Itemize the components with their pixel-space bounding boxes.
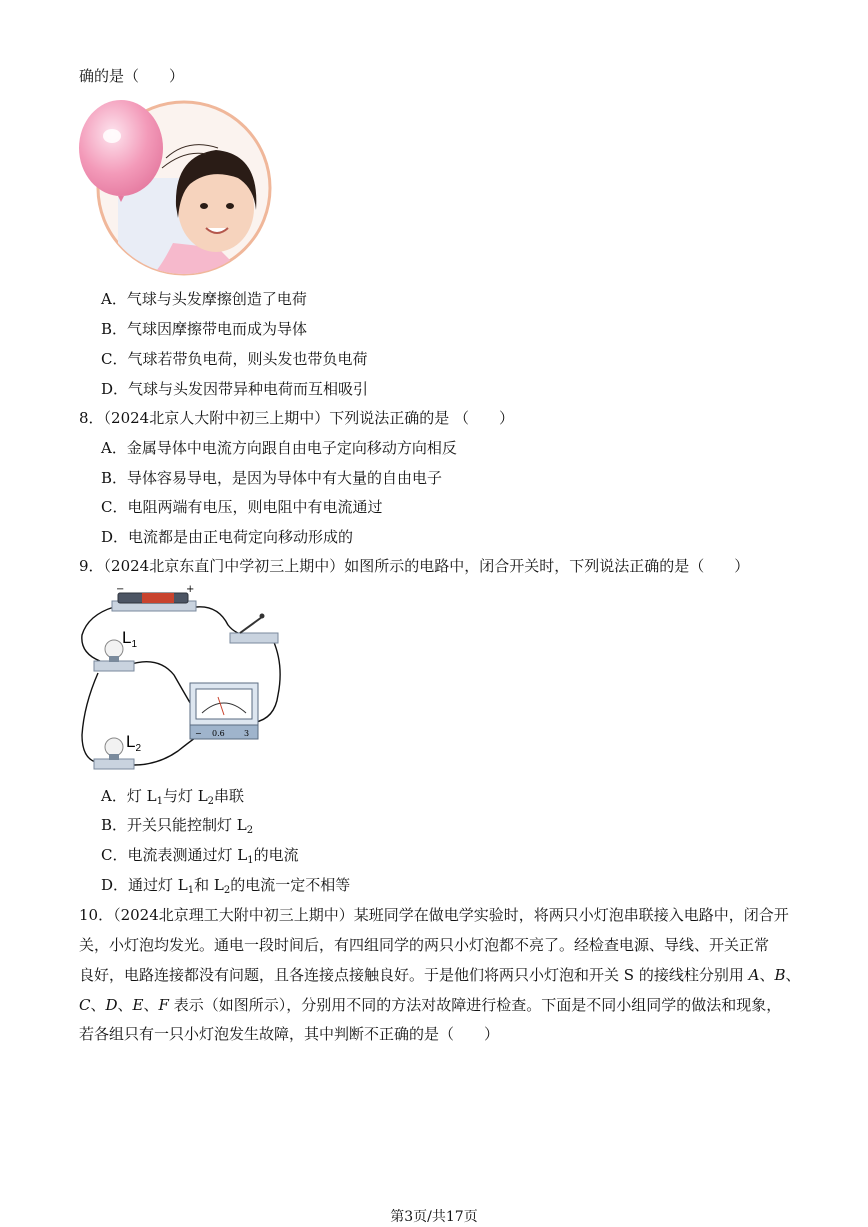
q10-line-3: 良好，电路连接都没有问题，且各连接点接触良好。于是他们将两只小灯泡和开关 S 的接线柱分别用 A、B、 xyxy=(79,966,801,984)
q7-option-c: C．气球若带负电荷，则头发也带负电荷 xyxy=(101,350,368,368)
svg-text:L2 xyxy=(126,732,141,754)
q10-line-5: 若各组只有一只小灯泡发生故障，其中判断不正确的是（ ） xyxy=(79,1025,500,1043)
switch xyxy=(230,614,278,644)
q10-line-4: C、D、E、F 表示（如图所示），分别用不同的方法对故障进行检查。下面是不同小组同学的做法和现象， xyxy=(79,996,782,1014)
q9-option-b: B．开关只能控制灯 $L_2$ xyxy=(101,816,254,836)
ammeter-minus-label: − xyxy=(195,729,202,738)
ammeter-06-label: 0.6 xyxy=(212,729,225,738)
page-footer: 第3页/共17页 xyxy=(390,1209,478,1225)
balloon-girl-photo xyxy=(78,98,274,278)
q7-option-b: B．气球因摩擦带电而成为导体 xyxy=(101,320,308,338)
q8-option-b: B．导体容易导电，是因为导体中有大量的自由电子 xyxy=(101,469,443,487)
q8-stem: 8．（2024北京人大附中初三上期中）下列说法正确的是 （ ） xyxy=(79,409,514,427)
lamp-l2 xyxy=(94,732,141,769)
q10-line-2: 关，小灯泡均发光。通电一段时间后，有四组同学的两只小灯泡都不亮了。经检查电源、导线、开关正常 xyxy=(79,936,770,954)
q8-option-a: A．金属导体中电流方向跟自由电子定向移动方向相反 xyxy=(101,439,457,457)
ammeter-3-label: 3 xyxy=(244,729,250,738)
q10-line-1: 10．（2024北京理工大附中初三上期中）某班同学在做电学实验时，将两只小灯泡串联接入电路中，闭合开 xyxy=(79,906,789,924)
ammeter xyxy=(190,683,258,739)
battery-plus-label: + xyxy=(186,585,195,595)
q9-stem: 9．（2024北京东直门中学初三上期中）如图所示的电路中，闭合开关时，下列说法正确的是（ ） xyxy=(79,557,750,575)
q8-option-d: D．电流都是由正电荷定向移动形成的 xyxy=(101,528,354,546)
q9-option-c: C．电流表测通过灯 $L_1$的电流 xyxy=(101,846,299,866)
q8-option-c: C．电阻两端有电压，则电阻中有电流通过 xyxy=(101,498,383,516)
q9-option-d: D．通过灯 $L_1$和 $L_2$的电流一定不相等 xyxy=(101,876,351,896)
lamp-l2-subscript: 2 xyxy=(135,743,142,754)
battery-minus-label: − xyxy=(116,585,125,595)
circuit-diagram xyxy=(78,585,288,777)
q7-stem-tail: 确的是（ ） xyxy=(79,67,185,85)
lamp-l2-label: L xyxy=(126,732,136,751)
q9-option-a: A．灯 $L_1$与灯 $L_2$串联 xyxy=(101,787,245,807)
svg-text:L1 xyxy=(122,628,137,650)
battery xyxy=(112,585,196,611)
q7-option-d: D．气球与头发因带异种电荷而互相吸引 xyxy=(101,380,369,398)
q7-option-a: A．气球与头发摩擦创造了电荷 xyxy=(101,290,307,308)
lamp-l1-label: L xyxy=(122,628,132,647)
lamp-l1 xyxy=(94,628,137,671)
lamp-l1-subscript: 1 xyxy=(131,639,138,650)
